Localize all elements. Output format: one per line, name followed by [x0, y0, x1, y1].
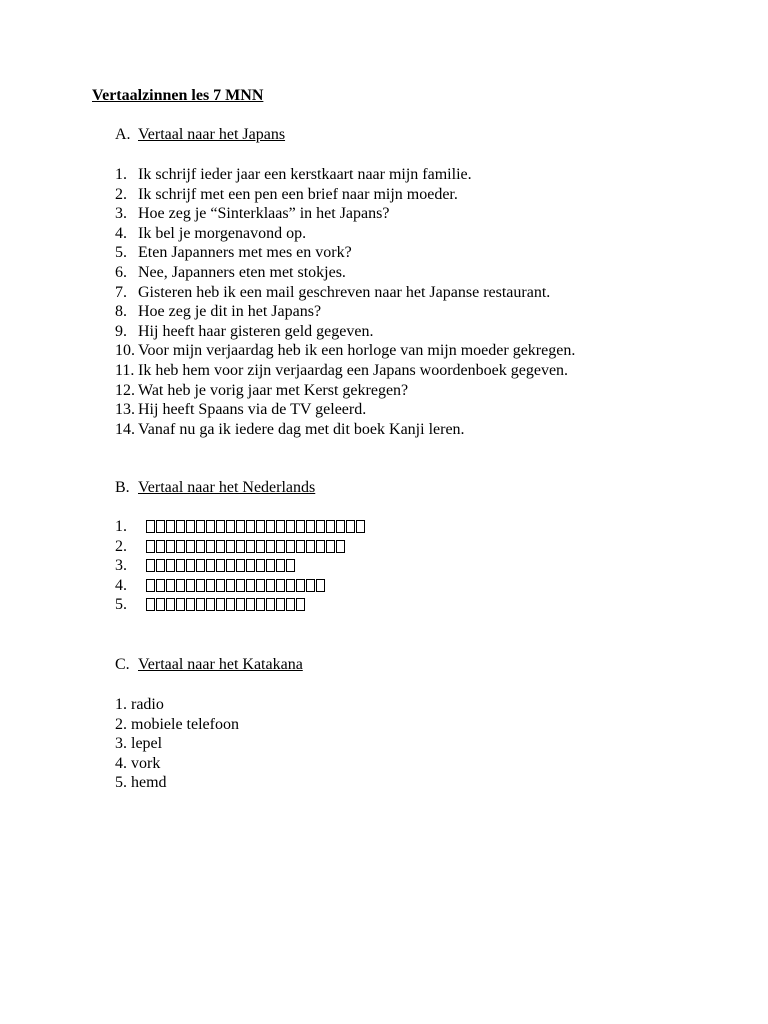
item-text: Gisteren heb ik een mail geschreven naar het Japanse restaurant. [138, 283, 551, 301]
missing-glyph-box [296, 579, 305, 592]
missing-glyph-box [236, 579, 245, 592]
list-item [115, 754, 239, 774]
missing-glyph-box [166, 540, 175, 553]
item-text: Vanaf nu ga ik iedere dag met dit boek Kanji leren. [138, 420, 465, 438]
missing-glyph-box [216, 559, 225, 572]
missing-glyph-box [196, 520, 205, 533]
missing-glyph-box [186, 579, 195, 592]
missing-glyph-box [256, 559, 265, 572]
section-a-title: Vertaal naar het Japans [138, 126, 286, 143]
missing-glyph-box [216, 579, 225, 592]
item-number: 4. [115, 754, 127, 772]
missing-glyph-box [196, 540, 205, 553]
section-a-list [115, 165, 575, 439]
item-text: Wat heb je vorig jaar met Kerst gekregen? [138, 381, 409, 399]
missing-glyph-box [206, 559, 215, 572]
item-number: 3. [115, 205, 127, 223]
section-b-title: Vertaal naar het Nederlands [138, 479, 316, 496]
item-number: 2. [115, 715, 127, 733]
missing-glyph-box [356, 520, 365, 533]
missing-glyph-box [146, 559, 155, 572]
list-item [115, 322, 575, 342]
item-number: 1. [115, 166, 127, 183]
item-number: 3. [115, 557, 127, 575]
missing-glyph-box [246, 579, 255, 592]
missing-glyph-box [176, 520, 185, 533]
item-number: 9. [115, 322, 127, 340]
section-a-heading [115, 125, 285, 145]
missing-glyph-box [286, 520, 295, 533]
missing-glyph-box [246, 598, 255, 611]
missing-glyph-box [216, 520, 225, 533]
missing-glyph-box [176, 559, 185, 572]
item-text: radio [131, 696, 164, 713]
missing-glyphs [146, 519, 366, 533]
missing-glyph-box [276, 579, 285, 592]
missing-glyph-box [166, 520, 175, 533]
list-item [115, 695, 239, 715]
missing-glyph-box [346, 520, 355, 533]
missing-glyph-box [306, 579, 315, 592]
missing-glyph-box [226, 598, 235, 611]
missing-glyph-box [316, 540, 325, 553]
item-text: Nee, Japanners eten met stokjes. [138, 263, 346, 281]
missing-glyph-box [236, 559, 245, 572]
item-text: Hij heeft Spaans via de TV geleerd. [138, 401, 367, 419]
item-number: 10. [115, 342, 135, 360]
missing-glyph-box [256, 520, 265, 533]
missing-glyph-box [176, 540, 185, 553]
item-number: 14. [115, 420, 135, 438]
item-text: Ik schrijf ieder jaar een kerstkaart naar mijn familie. [138, 166, 472, 183]
item-number: 2. [115, 537, 127, 555]
missing-glyph-box [256, 579, 265, 592]
section-b-letter: B. [115, 479, 130, 496]
missing-glyph-box [276, 520, 285, 533]
item-text: Eten Japanners met mes en vork? [138, 244, 352, 262]
missing-glyph-box [306, 520, 315, 533]
missing-glyph-box [186, 559, 195, 572]
document-title: Vertaalzinnen les 7 MNN [92, 87, 264, 104]
list-item [115, 224, 575, 244]
missing-glyph-box [316, 520, 325, 533]
list-item [115, 595, 366, 615]
missing-glyph-box [296, 540, 305, 553]
item-number: 5. [115, 774, 127, 792]
missing-glyph-box [146, 540, 155, 553]
item-number: 6. [115, 263, 127, 281]
list-item [115, 715, 239, 735]
item-number: 4. [115, 576, 127, 594]
missing-glyph-box [256, 598, 265, 611]
missing-glyph-box [156, 559, 165, 572]
section-c-title: Vertaal naar het Katakana [138, 656, 303, 673]
item-number: 1. [115, 518, 127, 535]
item-number: 3. [115, 735, 127, 753]
missing-glyph-box [166, 598, 175, 611]
missing-glyph-box [296, 520, 305, 533]
list-item [115, 537, 366, 557]
missing-glyph-box [276, 598, 285, 611]
item-number: 11. [115, 361, 135, 379]
list-item [115, 556, 366, 576]
missing-glyph-box [226, 540, 235, 553]
item-text: Voor mijn verjaardag heb ik een horloge van mijn moeder gekregen. [138, 342, 576, 360]
missing-glyph-box [206, 598, 215, 611]
item-text: Ik heb hem voor zijn verjaardag een Japans woordenboek gegeven. [138, 361, 569, 379]
item-number: 1. [115, 696, 127, 713]
missing-glyph-box [276, 540, 285, 553]
item-text: Hoe zeg je “Sinterklaas” in het Japans? [138, 205, 390, 223]
missing-glyph-box [256, 540, 265, 553]
missing-glyph-box [276, 559, 285, 572]
item-number: 4. [115, 224, 127, 242]
list-item [115, 400, 575, 420]
missing-glyphs [146, 558, 296, 572]
missing-glyph-box [156, 540, 165, 553]
missing-glyph-box [336, 540, 345, 553]
item-text: Hij heeft haar gisteren geld gegeven. [138, 322, 374, 340]
missing-glyphs [146, 539, 346, 553]
missing-glyph-box [226, 559, 235, 572]
missing-glyph-box [146, 598, 155, 611]
missing-glyph-box [166, 559, 175, 572]
item-text: Hoe zeg je dit in het Japans? [138, 303, 322, 321]
missing-glyph-box [266, 579, 275, 592]
list-item [115, 361, 575, 381]
list-item [115, 283, 575, 303]
item-number: 2. [115, 185, 127, 203]
item-number: 13. [115, 401, 135, 419]
missing-glyph-box [196, 559, 205, 572]
missing-glyph-box [146, 579, 155, 592]
section-a-letter: A. [115, 126, 131, 143]
item-text: hemd [131, 774, 167, 792]
missing-glyph-box [236, 520, 245, 533]
item-number: 7. [115, 283, 127, 301]
missing-glyph-box [216, 598, 225, 611]
missing-glyph-box [186, 540, 195, 553]
missing-glyph-box [186, 520, 195, 533]
item-text: Ik bel je morgenavond op. [138, 224, 307, 242]
list-item [115, 576, 366, 596]
missing-glyph-box [156, 579, 165, 592]
missing-glyph-box [186, 598, 195, 611]
list-item [115, 185, 575, 205]
list-item [115, 517, 366, 537]
missing-glyph-box [266, 540, 275, 553]
missing-glyph-box [176, 579, 185, 592]
missing-glyph-box [196, 598, 205, 611]
list-item [115, 302, 575, 322]
missing-glyph-box [326, 520, 335, 533]
missing-glyph-box [316, 579, 325, 592]
missing-glyph-box [266, 520, 275, 533]
item-text: vork [131, 754, 161, 772]
missing-glyph-box [246, 520, 255, 533]
list-item [115, 243, 575, 263]
list-item [115, 773, 239, 793]
missing-glyph-box [226, 520, 235, 533]
missing-glyph-box [196, 579, 205, 592]
missing-glyph-box [146, 520, 155, 533]
missing-glyph-box [286, 598, 295, 611]
item-number: 8. [115, 303, 127, 321]
missing-glyph-box [236, 598, 245, 611]
list-item [115, 341, 575, 361]
item-text: lepel [131, 735, 163, 753]
item-number: 5. [115, 244, 127, 262]
missing-glyph-box [206, 540, 215, 553]
missing-glyph-box [266, 598, 275, 611]
missing-glyph-box [246, 540, 255, 553]
missing-glyph-box [236, 540, 245, 553]
section-c-letter: C. [115, 656, 130, 673]
missing-glyph-box [206, 520, 215, 533]
list-item [115, 204, 575, 224]
missing-glyph-box [336, 520, 345, 533]
missing-glyph-box [286, 579, 295, 592]
missing-glyphs [146, 597, 306, 611]
list-item [115, 420, 575, 440]
item-number: 12. [115, 381, 135, 399]
item-text: Ik schrijf met een pen een brief naar mijn moeder. [138, 185, 458, 203]
section-c-heading [115, 655, 303, 675]
section-b-heading [115, 478, 315, 498]
missing-glyph-box [206, 579, 215, 592]
missing-glyph-box [156, 598, 165, 611]
item-number: 5. [115, 596, 127, 614]
list-item [115, 263, 575, 283]
section-c-list [115, 695, 239, 793]
missing-glyph-box [246, 559, 255, 572]
section-b-list [115, 517, 366, 615]
missing-glyph-box [176, 598, 185, 611]
missing-glyph-box [156, 520, 165, 533]
list-item [115, 165, 575, 185]
missing-glyphs [146, 578, 326, 592]
list-item [115, 381, 575, 401]
missing-glyph-box [326, 540, 335, 553]
missing-glyph-box [266, 559, 275, 572]
missing-glyph-box [216, 540, 225, 553]
missing-glyph-box [306, 540, 315, 553]
missing-glyph-box [296, 598, 305, 611]
list-item [115, 734, 239, 754]
missing-glyph-box [286, 540, 295, 553]
missing-glyph-box [286, 559, 295, 572]
item-text: mobiele telefoon [131, 715, 239, 733]
missing-glyph-box [226, 579, 235, 592]
missing-glyph-box [166, 579, 175, 592]
